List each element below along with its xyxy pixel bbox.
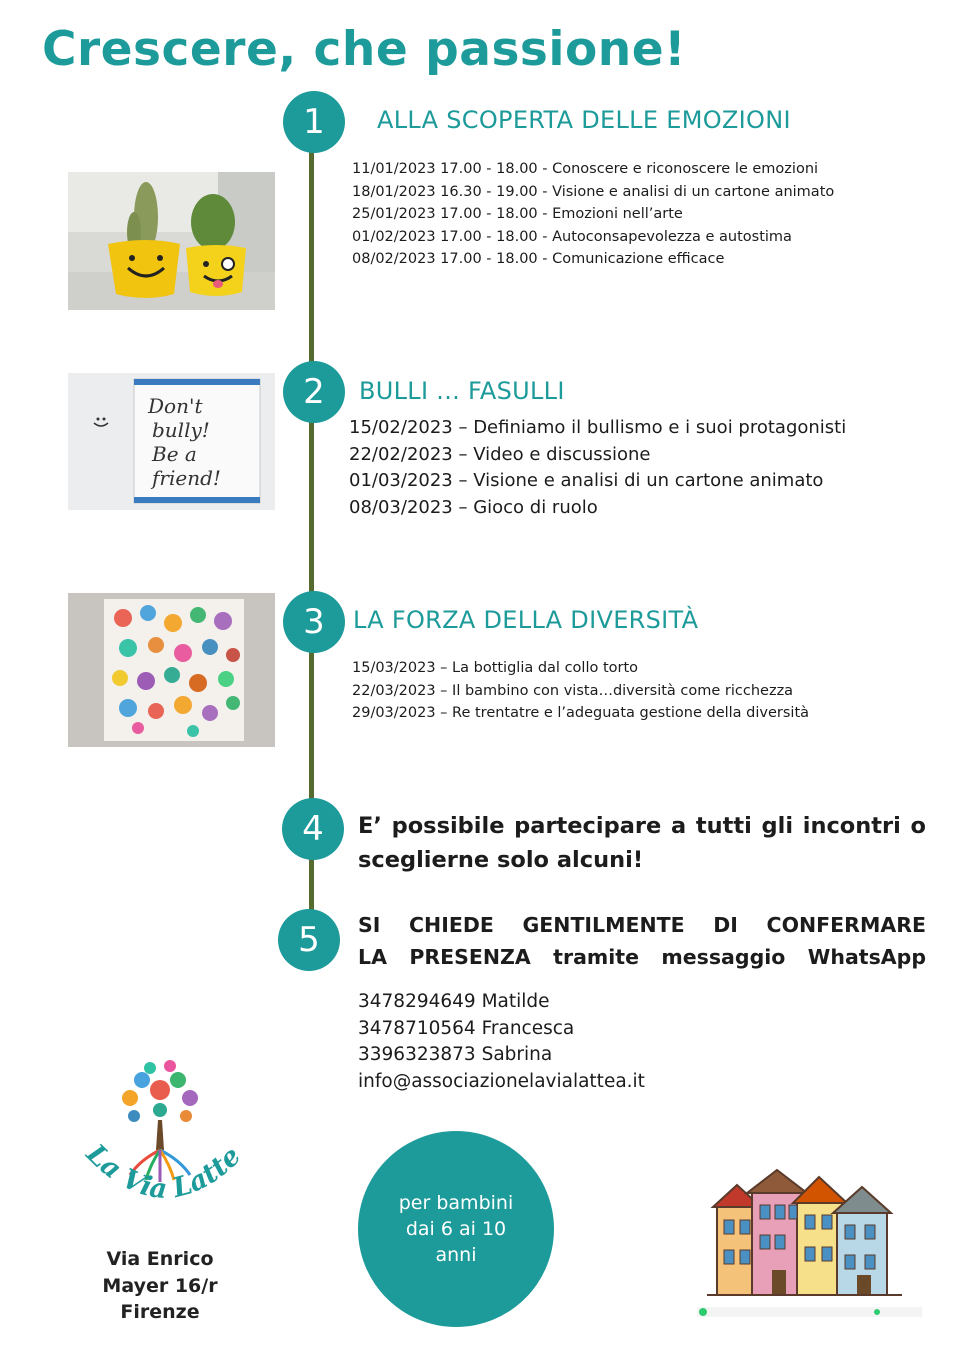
age-badge-line: per bambini: [398, 1192, 514, 1214]
step-3-badge: 3: [283, 591, 345, 653]
contact-list: [358, 989, 645, 1095]
list-item: 25/01/2023 17.00 - 18.00 - Emozioni nell’arte: [352, 206, 683, 222]
page-title: Crescere, che passione!: [42, 22, 687, 77]
step-5-badge: 5: [278, 909, 340, 971]
list-item: 08/03/2023 – Gioco di ruolo: [349, 496, 598, 518]
address-line: Via Enrico: [106, 1248, 214, 1270]
age-badge: [358, 1131, 554, 1327]
colorful-houses-illustration: [697, 1165, 922, 1325]
contact-phone: 3478294649 Matilde: [358, 991, 550, 1012]
list-item: 15/02/2023 – Definiamo il bullismo e i suoi protagonisti: [349, 417, 847, 438]
colorful-tree-of-people-icon: [70, 1050, 250, 1240]
list-item: 08/02/2023 17.00 - 18.00 - Comunicazione efficace: [352, 251, 725, 267]
list-item: 01/03/2023 – Visione e analisi di un cartone animato: [349, 470, 824, 491]
age-badge-line: anni: [435, 1244, 477, 1266]
list-item: 15/03/2023 – La bottiglia dal collo torto: [352, 660, 639, 676]
logo: [70, 1050, 250, 1240]
whiteboard-text-1: Don't: [148, 394, 203, 418]
section-3-list: [352, 661, 809, 729]
section-3-image: [68, 593, 275, 747]
section-1-list: [352, 162, 834, 275]
whiteboard-text-4: friend!: [152, 466, 221, 490]
list-item: 29/03/2023 – Re trentatre e l’adeguata gestione della diversità: [352, 705, 810, 721]
step-4-badge: 4: [282, 798, 344, 860]
confirm-line-2: LA PRESENZA tramite messaggio WhatsApp: [358, 945, 926, 969]
contact-phone: 3478710564 Francesca: [358, 1017, 575, 1039]
participation-note: E’ possibile partecipare a tutti gli incontri o sceglierne solo alcuni!: [358, 813, 926, 873]
logo-name: La Via Latte: [80, 1138, 248, 1206]
whiteboard-text-2: bully!: [152, 418, 210, 442]
section-2-list: [349, 419, 846, 525]
list-item: 22/03/2023 – Il bambino con vista…diversità come ricchezza: [352, 682, 794, 699]
age-badge-line: dai 6 ai 10: [405, 1218, 507, 1240]
address-line: Mayer 16/r: [102, 1274, 218, 1297]
contact-phone: 3396323873 Sabrina: [358, 1044, 553, 1065]
step-1-badge: 1: [283, 91, 345, 153]
list-item: 22/02/2023 – Video e discussione: [349, 443, 651, 465]
step-2-badge: 2: [283, 361, 345, 423]
list-item: 11/01/2023 17.00 - 18.00 - Conoscere e riconoscere le emozioni: [352, 161, 819, 177]
section-3-heading: LA FORZA DELLA DIVERSITÀ: [353, 606, 699, 634]
address: [80, 1246, 240, 1326]
whiteboard-text-3: Be a: [152, 442, 197, 466]
confirm-note: [358, 909, 926, 973]
section-1-image: [68, 172, 275, 310]
confirm-line-1: SI CHIEDE GENTILMENTE DI CONFERMARE: [358, 913, 926, 937]
section-1-heading: ALLA SCOPERTA DELLE EMOZIONI: [377, 106, 791, 134]
address-line: Firenze: [120, 1301, 200, 1323]
section-2-heading: BULLI ... FASULLI: [359, 377, 565, 405]
section-2-image: [68, 373, 275, 510]
list-item: 18/01/2023 16.30 - 19.00 - Visione e analisi di un cartone animato: [352, 183, 835, 200]
list-item: 01/02/2023 17.00 - 18.00 - Autoconsapevolezza e autostima: [352, 228, 792, 245]
contact-email[interactable]: info@associazionelavialattea.it: [358, 1070, 645, 1092]
